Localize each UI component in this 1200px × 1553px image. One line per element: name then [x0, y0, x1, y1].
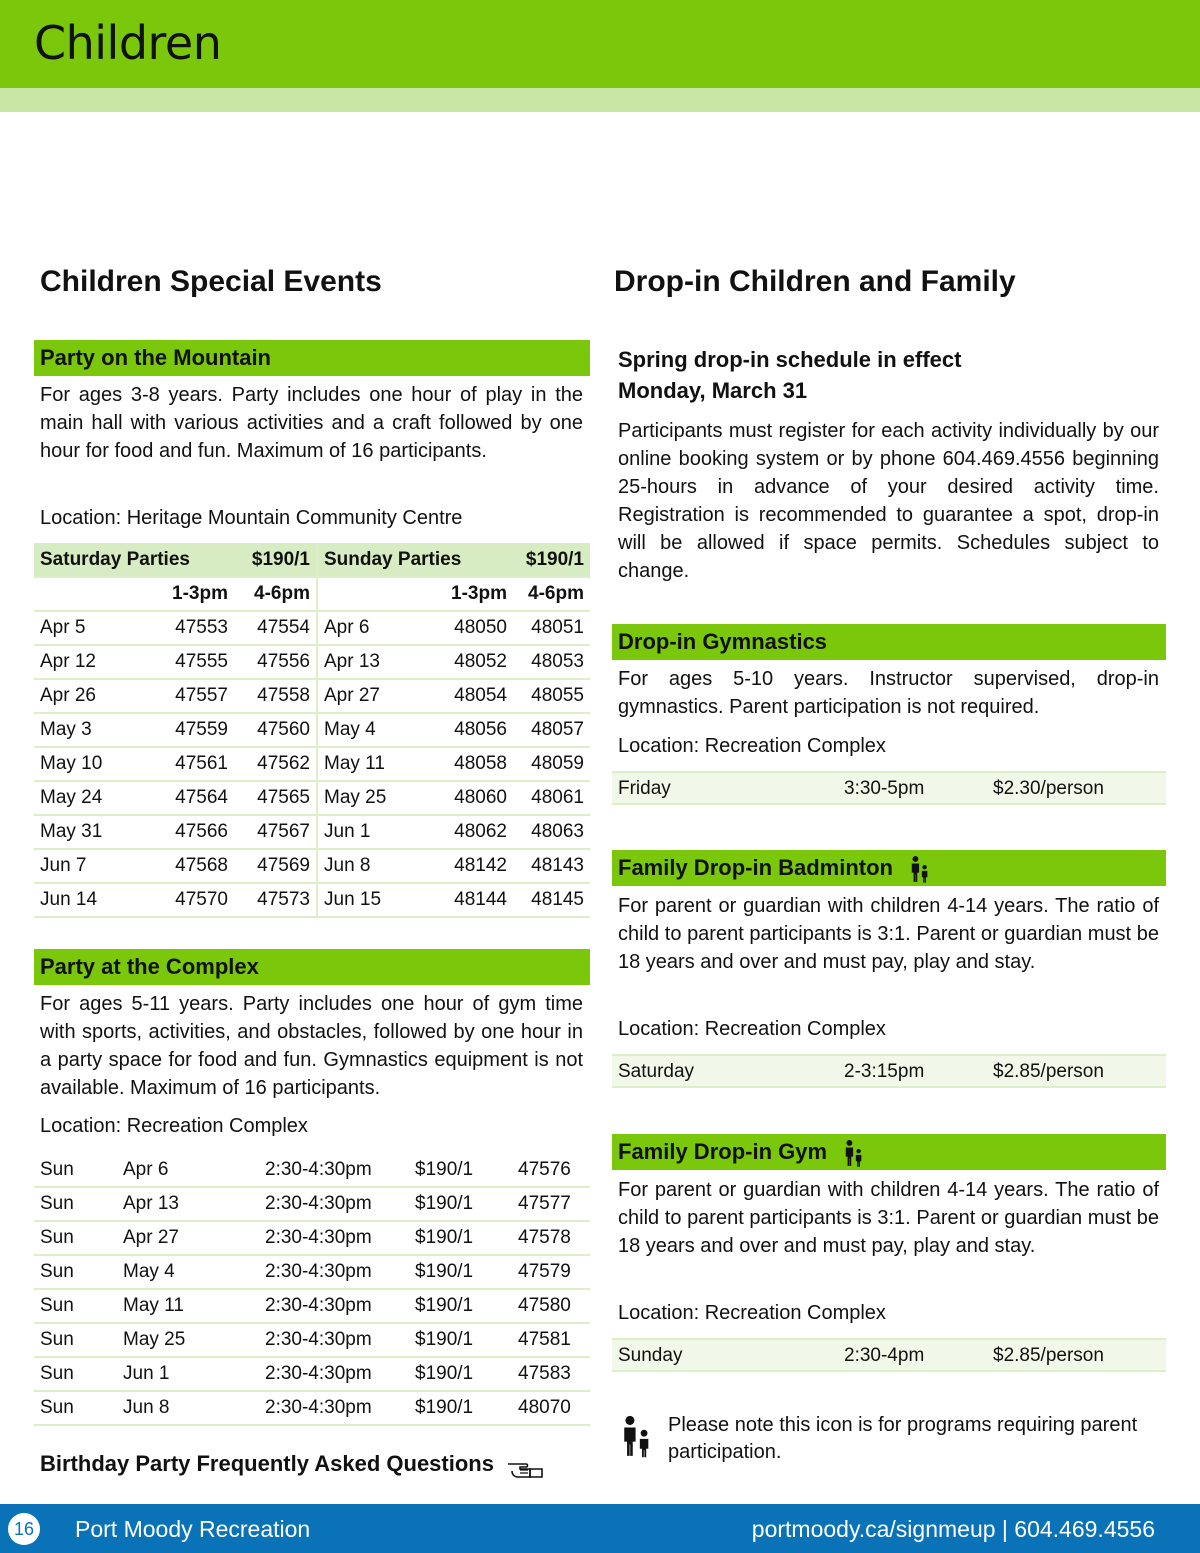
complex-day: Sun	[34, 1153, 117, 1187]
children-special-events-heading: Children Special Events	[40, 265, 382, 298]
sun-code-2: 48059	[513, 747, 590, 781]
schedule-line-2: Monday, March 31	[618, 378, 808, 403]
family-gym-location: Location: Recreation Complex	[618, 1302, 886, 1324]
table-row	[34, 883, 590, 917]
sat-date: Apr 26	[34, 679, 158, 713]
parent-participation-note	[620, 1412, 1180, 1466]
sun-code-2: 48061	[513, 781, 590, 815]
sat-code-2: 47567	[234, 815, 317, 849]
complex-time: 2:30-4:30pm	[259, 1255, 409, 1289]
sun-code-1: 48058	[437, 747, 513, 781]
family-icon	[843, 1139, 865, 1167]
badminton-description: For parent or guardian with children 4-14 years. The ratio of child to parent participants is 3:1. Parent or guardian must be 18 years and over and must pay, play and stay.	[618, 895, 1159, 973]
table-row	[34, 679, 590, 713]
party-complex-location: Location: Recreation Complex	[40, 1115, 308, 1137]
sat-code-1: 47559	[158, 713, 234, 747]
sat-code-2: 47556	[234, 645, 317, 679]
sun-date: Apr 13	[317, 645, 437, 679]
sun-code-1: 48144	[437, 883, 513, 917]
complex-day: Sun	[34, 1391, 117, 1425]
gymnastics-location: Location: Recreation Complex	[618, 735, 886, 757]
family-gym-title-bar	[612, 1134, 1166, 1170]
badminton-day: Saturday	[618, 1061, 695, 1082]
note-text: Please note this icon is for programs requiring parent participation.	[668, 1414, 1138, 1463]
family-gym-title: Family Drop-in Gym	[618, 1139, 828, 1164]
sat-slot-1: 1-3pm	[158, 577, 234, 611]
complex-date: May 11	[117, 1289, 259, 1323]
complex-code: 47578	[512, 1221, 590, 1255]
complex-price: $190/1	[409, 1357, 512, 1391]
sun-code-1: 48052	[437, 645, 513, 679]
complex-day: Sun	[34, 1289, 117, 1323]
family-icon	[909, 855, 931, 883]
sat-date: Jun 7	[34, 849, 158, 883]
sat-code-1: 47555	[158, 645, 234, 679]
gymnastics-title: Drop-in Gymnastics	[618, 629, 828, 654]
header-banner	[0, 0, 1200, 88]
gymnastics-price: $2.30/person	[993, 778, 1104, 799]
sat-code-2: 47562	[234, 747, 317, 781]
complex-time: 2:30-4:30pm	[259, 1323, 409, 1357]
complex-code: 47577	[512, 1187, 590, 1221]
sat-code-2: 47573	[234, 883, 317, 917]
complex-time: 2:30-4:30pm	[259, 1289, 409, 1323]
table-row	[34, 1289, 590, 1323]
party-complex-table	[34, 1153, 590, 1426]
complex-time: 2:30-4:30pm	[259, 1153, 409, 1187]
footer-contact-link[interactable]: portmoody.ca/signmeup | 604.469.4556	[751, 1516, 1155, 1542]
schedule-notice	[618, 344, 961, 406]
complex-price: $190/1	[409, 1221, 512, 1255]
complex-day: Sun	[34, 1187, 117, 1221]
drop-in-intro: Participants must register for each activity individually by our online booking system or by phone 604.469.4556 beginning 25-hours in advance of your desired activity time. Registration is recommended to guarantee a spot, drop-in will be allowed if space permits. Schedules subject to change.	[618, 420, 1159, 582]
sunday-price: $190/1	[513, 543, 590, 577]
complex-time: 2:30-4:30pm	[259, 1357, 409, 1391]
table-row	[34, 849, 590, 883]
complex-date: Jun 1	[117, 1357, 259, 1391]
party-mountain-table	[34, 543, 590, 918]
sat-code-1: 47561	[158, 747, 234, 781]
page-title: Children	[34, 16, 222, 70]
faq-link-text[interactable]: Birthday Party Frequently Asked Questions	[40, 1451, 494, 1476]
sun-date: Jun 15	[317, 883, 437, 917]
sun-date: May 25	[317, 781, 437, 815]
header-stripe	[0, 88, 1200, 112]
sat-date: Apr 5	[34, 611, 158, 645]
table-row	[34, 747, 590, 781]
complex-code: 48070	[512, 1391, 590, 1425]
sat-slot-2: 4-6pm	[234, 577, 317, 611]
schedule-line-1: Spring drop-in schedule in effect	[618, 347, 962, 372]
party-table-header	[34, 543, 590, 577]
sun-code-1: 48142	[437, 849, 513, 883]
complex-code: 47576	[512, 1153, 590, 1187]
complex-day: Sun	[34, 1255, 117, 1289]
family-gym-price: $2.85/person	[993, 1345, 1104, 1366]
complex-time: 2:30-4:30pm	[259, 1221, 409, 1255]
complex-date: Apr 27	[117, 1221, 259, 1255]
saturday-parties-header: Saturday Parties	[34, 543, 234, 577]
sat-code-2: 47565	[234, 781, 317, 815]
complex-price: $190/1	[409, 1187, 512, 1221]
complex-code: 47581	[512, 1323, 590, 1357]
sun-code-2: 48057	[513, 713, 590, 747]
complex-price: $190/1	[409, 1289, 512, 1323]
gymnastics-title-bar	[612, 624, 1166, 660]
sun-code-1: 48054	[437, 679, 513, 713]
sunday-parties-header: Sunday Parties	[317, 543, 513, 577]
footer-bar	[0, 1504, 1200, 1553]
badminton-price: $2.85/person	[993, 1061, 1104, 1082]
sun-code-2: 48143	[513, 849, 590, 883]
table-row	[34, 1221, 590, 1255]
family-gym-description: For parent or guardian with children 4-14 years. The ratio of child to parent participants is 3:1. Parent or guardian must be 18 years and over and must pay, play and stay.	[618, 1179, 1159, 1257]
table-row	[34, 781, 590, 815]
table-row	[34, 1153, 590, 1187]
complex-date: Apr 13	[117, 1187, 259, 1221]
sun-date: May 4	[317, 713, 437, 747]
complex-time: 2:30-4:30pm	[259, 1391, 409, 1425]
sat-date: May 10	[34, 747, 158, 781]
party-mountain-title: Party on the Mountain	[40, 345, 271, 370]
table-row	[34, 815, 590, 849]
complex-code: 47580	[512, 1289, 590, 1323]
party-mountain-title-bar	[34, 340, 590, 376]
complex-date: Jun 8	[117, 1391, 259, 1425]
sun-date: Apr 6	[317, 611, 437, 645]
gymnastics-description: For ages 5-10 years. Instructor supervised, drop-in gymnastics. Parent participation is not required.	[618, 668, 1159, 718]
sun-code-1: 48062	[437, 815, 513, 849]
family-icon	[620, 1414, 654, 1458]
sun-code-2: 48053	[513, 645, 590, 679]
sun-code-2: 48063	[513, 815, 590, 849]
table-row	[34, 1357, 590, 1391]
sat-date: Apr 12	[34, 645, 158, 679]
pointing-hand-icon[interactable]	[506, 1452, 546, 1478]
badminton-schedule-row	[612, 1054, 1166, 1088]
complex-date: May 4	[117, 1255, 259, 1289]
sun-code-1: 48060	[437, 781, 513, 815]
gymnastics-day: Friday	[618, 778, 671, 799]
faq-link[interactable]	[40, 1451, 546, 1478]
drop-in-heading: Drop-in Children and Family	[614, 265, 1016, 298]
complex-price: $190/1	[409, 1391, 512, 1425]
sat-code-1: 47570	[158, 883, 234, 917]
table-row	[34, 645, 590, 679]
table-row	[34, 1255, 590, 1289]
sun-date: May 11	[317, 747, 437, 781]
gymnastics-time: 3:30-5pm	[844, 778, 925, 799]
sat-code-2: 47558	[234, 679, 317, 713]
table-row	[34, 713, 590, 747]
party-complex-title: Party at the Complex	[40, 954, 259, 979]
table-row	[34, 1187, 590, 1221]
sat-code-2: 47554	[234, 611, 317, 645]
party-mountain-location: Location: Heritage Mountain Community Centre	[40, 507, 463, 529]
party-table-subheader	[34, 577, 590, 611]
gymnastics-schedule-row	[612, 771, 1166, 805]
sun-code-1: 48050	[437, 611, 513, 645]
complex-price: $190/1	[409, 1153, 512, 1187]
complex-day: Sun	[34, 1357, 117, 1391]
badminton-title-bar	[612, 850, 1166, 886]
complex-time: 2:30-4:30pm	[259, 1187, 409, 1221]
sat-date: May 31	[34, 815, 158, 849]
complex-code: 47583	[512, 1357, 590, 1391]
badminton-location: Location: Recreation Complex	[618, 1018, 886, 1040]
sun-code-2: 48145	[513, 883, 590, 917]
complex-date: May 25	[117, 1323, 259, 1357]
complex-price: $190/1	[409, 1255, 512, 1289]
family-gym-schedule-row	[612, 1338, 1166, 1372]
sun-date: Jun 1	[317, 815, 437, 849]
table-row	[34, 611, 590, 645]
family-gym-day: Sunday	[618, 1345, 683, 1366]
table-row	[34, 1391, 590, 1425]
footer-org: Port Moody Recreation	[75, 1516, 311, 1542]
sun-code-2: 48055	[513, 679, 590, 713]
saturday-price: $190/1	[234, 543, 317, 577]
sun-date: Apr 27	[317, 679, 437, 713]
sat-code-2: 47569	[234, 849, 317, 883]
sat-date: May 24	[34, 781, 158, 815]
badminton-title: Family Drop-in Badminton	[618, 855, 893, 880]
sun-code-1: 48056	[437, 713, 513, 747]
complex-day: Sun	[34, 1323, 117, 1357]
complex-code: 47579	[512, 1255, 590, 1289]
sat-code-1: 47564	[158, 781, 234, 815]
badminton-time: 2-3:15pm	[844, 1061, 925, 1082]
party-mountain-description: For ages 3-8 years. Party includes one hour of play in the main hall with various activities and a craft followed by one hour for food and fun. Maximum of 16 participants.	[40, 384, 583, 462]
sun-date: Jun 8	[317, 849, 437, 883]
sun-slot-2: 4-6pm	[513, 577, 590, 611]
sat-code-1: 47568	[158, 849, 234, 883]
party-complex-title-bar	[34, 949, 590, 985]
complex-date: Apr 6	[117, 1153, 259, 1187]
sat-code-1: 47566	[158, 815, 234, 849]
complex-price: $190/1	[409, 1323, 512, 1357]
family-gym-time: 2:30-4pm	[844, 1345, 925, 1366]
table-row	[34, 1323, 590, 1357]
sat-date: Jun 14	[34, 883, 158, 917]
sat-code-2: 47560	[234, 713, 317, 747]
complex-day: Sun	[34, 1221, 117, 1255]
page-number: 16	[8, 1513, 40, 1545]
sat-code-1: 47553	[158, 611, 234, 645]
sun-code-2: 48051	[513, 611, 590, 645]
party-complex-description: For ages 5-11 years. Party includes one hour of gym time with sports, activities, and obstacles, followed by one hour in a party space for food and fun. Gymnastics equipment is not available. Maximum of 16 participants.	[40, 993, 583, 1099]
sun-slot-1: 1-3pm	[437, 577, 513, 611]
sat-code-1: 47557	[158, 679, 234, 713]
sat-date: May 3	[34, 713, 158, 747]
